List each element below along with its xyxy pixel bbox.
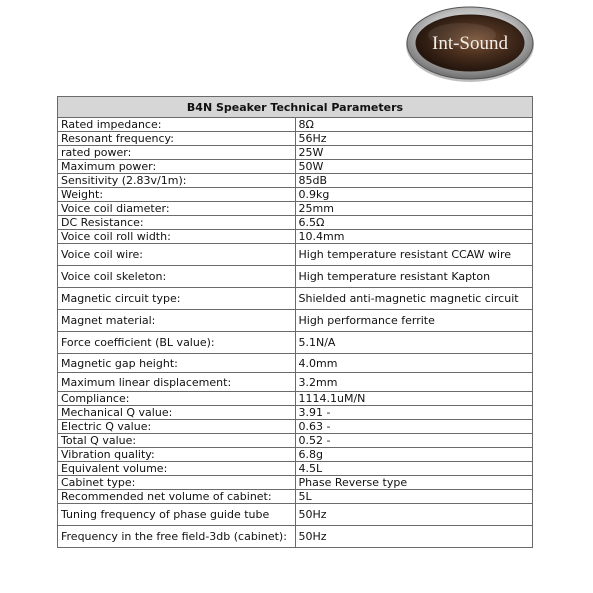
row-label: Maximum linear displacement:	[58, 373, 296, 392]
row-label: Voice coil diameter:	[58, 202, 296, 216]
row-value: 10.4mm	[295, 230, 533, 244]
row-label: Sensitivity (2.83v/1m):	[58, 174, 296, 188]
row-label: Voice coil roll width:	[58, 230, 296, 244]
table-title: B4N Speaker Technical Parameters	[58, 97, 533, 118]
table-row	[58, 132, 533, 146]
table-row	[58, 188, 533, 202]
row-label: Voice coil skeleton:	[58, 266, 296, 288]
row-label: Force coefficient (BL value):	[58, 332, 296, 354]
table-row	[58, 244, 533, 266]
table-row	[58, 118, 533, 132]
row-label: Tuning frequency of phase guide tube	[58, 504, 296, 526]
row-value: 3.91 -	[295, 406, 533, 420]
table-row	[58, 288, 533, 310]
row-value: 4.0mm	[295, 354, 533, 373]
row-value: 0.63 -	[295, 420, 533, 434]
table-row	[58, 490, 533, 504]
row-value: High temperature resistant CCAW wire	[295, 244, 533, 266]
row-label: Magnet material:	[58, 310, 296, 332]
table-row	[58, 476, 533, 490]
row-value: 6.5Ω	[295, 216, 533, 230]
row-value: 0.52 -	[295, 434, 533, 448]
row-label: Rated impedance:	[58, 118, 296, 132]
row-label: Recommended net volume of cabinet:	[58, 490, 296, 504]
row-value: 25W	[295, 146, 533, 160]
table-row	[58, 216, 533, 230]
row-label: Magnetic circuit type:	[58, 288, 296, 310]
table-row	[58, 266, 533, 288]
row-label: Electric Q value:	[58, 420, 296, 434]
table-row	[58, 406, 533, 420]
row-value: Shielded anti-magnetic magnetic circuit	[295, 288, 533, 310]
row-label: Weight:	[58, 188, 296, 202]
row-label: Mechanical Q value:	[58, 406, 296, 420]
row-value: 85dB	[295, 174, 533, 188]
row-label: Vibration quality:	[58, 448, 296, 462]
table-row	[58, 160, 533, 174]
table-row	[58, 448, 533, 462]
table-row	[58, 230, 533, 244]
table-row	[58, 202, 533, 216]
table-row	[58, 373, 533, 392]
row-value: 1114.1uM/N	[295, 392, 533, 406]
row-label: Cabinet type:	[58, 476, 296, 490]
row-value: 0.9kg	[295, 188, 533, 202]
row-value: 50Hz	[295, 526, 533, 548]
row-label: Maximum power:	[58, 160, 296, 174]
row-value: 56Hz	[295, 132, 533, 146]
table-row	[58, 434, 533, 448]
table-row	[58, 310, 533, 332]
table-row	[58, 146, 533, 160]
row-value: 50Hz	[295, 504, 533, 526]
row-value: 5.1N/A	[295, 332, 533, 354]
table-row	[58, 174, 533, 188]
row-value: High performance ferrite	[295, 310, 533, 332]
row-value: 5L	[295, 490, 533, 504]
spec-table	[57, 96, 533, 548]
row-value: 4.5L	[295, 462, 533, 476]
int-sound-logo	[404, 4, 536, 84]
row-value: 3.2mm	[295, 373, 533, 392]
row-value: 50W	[295, 160, 533, 174]
table-row	[58, 420, 533, 434]
logo-oval-icon	[404, 4, 536, 84]
table-row	[58, 462, 533, 476]
row-value: Phase Reverse type	[295, 476, 533, 490]
logo-text: Int-Sound	[432, 33, 508, 54]
table-row	[58, 504, 533, 526]
row-value: 6.8g	[295, 448, 533, 462]
row-value: High temperature resistant Kapton	[295, 266, 533, 288]
table-row	[58, 526, 533, 548]
table-row	[58, 392, 533, 406]
row-label: rated power:	[58, 146, 296, 160]
row-label: Equivalent volume:	[58, 462, 296, 476]
row-label: Voice coil wire:	[58, 244, 296, 266]
table-row	[58, 354, 533, 373]
row-label: Compliance:	[58, 392, 296, 406]
table-header-row	[58, 97, 533, 118]
row-label: Magnetic gap height:	[58, 354, 296, 373]
row-value: 25mm	[295, 202, 533, 216]
row-label: Resonant frequency:	[58, 132, 296, 146]
row-label: Total Q value:	[58, 434, 296, 448]
row-value: 8Ω	[295, 118, 533, 132]
row-label: DC Resistance:	[58, 216, 296, 230]
table-row	[58, 332, 533, 354]
row-label: Frequency in the free field-3db (cabinet):	[58, 526, 296, 548]
